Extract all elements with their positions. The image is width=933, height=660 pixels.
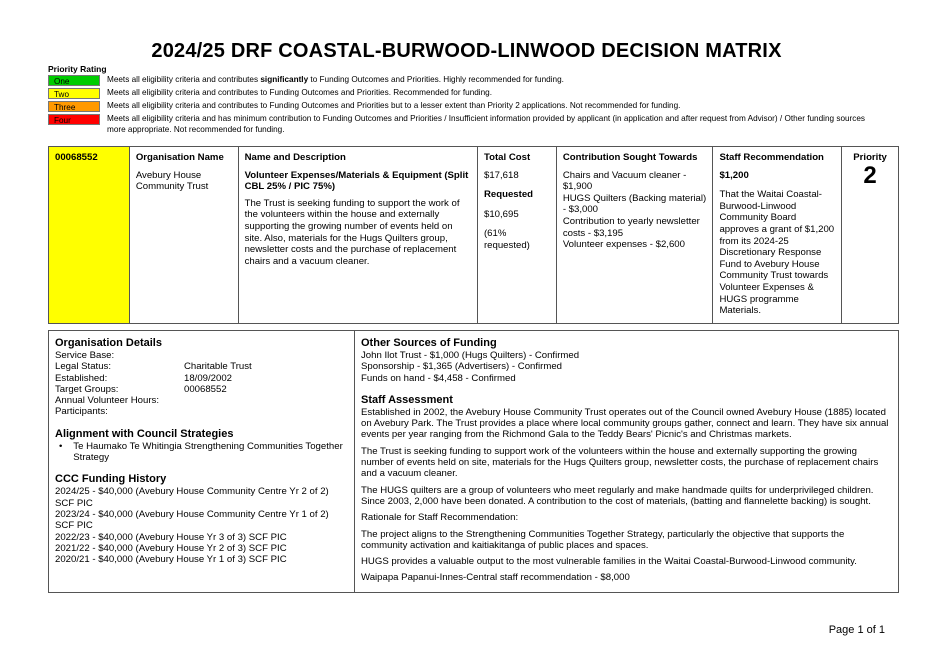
priority-swatch-three: Three xyxy=(48,101,100,112)
legend-text-two: Meets all eligibility criteria and contributes to Funding Outcomes and Priorities. Recommended for funding. xyxy=(107,88,493,97)
bullet-icon: • xyxy=(59,440,63,452)
other-source-item: Sponsorship - $1,365 (Advertisers) - Confirmed xyxy=(361,361,563,373)
decision-matrix-row xyxy=(48,146,899,324)
organisation-header: Organisation Name xyxy=(135,152,224,163)
alignment-title: Alignment with Council Strategies xyxy=(55,427,234,440)
assessment-paragraph: The Trust is seeking funding to support work of the volunteers within the house and externally supporting the growing number of events held on site, materials for the Hugs Quilters group, newsletter costs, the purchase of replacement chairs and a vacuum cleaner. xyxy=(361,445,879,480)
requested-amount: $10,695 xyxy=(483,208,519,220)
contribution-column xyxy=(557,147,714,323)
contribution-item: HUGS Quilters (Backing material) - $3,000 xyxy=(562,192,707,216)
project-title: Volunteer Expenses/Materials & Equipment (Split CBL 25% / PIC 75%) xyxy=(244,169,469,193)
organisation-details-title: Organisation Details xyxy=(55,337,162,349)
details-section xyxy=(48,330,899,593)
contribution-item: Volunteer expenses - $2,600 xyxy=(562,239,685,251)
organisation-details-pane xyxy=(49,331,355,592)
funding-history-title: CCC Funding History xyxy=(55,473,167,486)
history-item: 2021/22 - $40,000 (Avebury House Yr 2 of 3) SCF PIC xyxy=(55,542,287,554)
priority-value: 2 xyxy=(863,161,877,189)
priority-header: Priority xyxy=(853,152,887,163)
detail-row: Legal Status: Charitable Trust xyxy=(55,361,252,373)
cost-column xyxy=(478,147,557,323)
staff-assessment-title: Staff Assessment xyxy=(361,393,453,406)
legend-row-two xyxy=(48,88,878,99)
detail-row: Annual Volunteer Hours: xyxy=(55,395,159,407)
staff-recommendation-column xyxy=(713,147,842,323)
cost-header: Total Cost xyxy=(483,152,531,163)
assessment-paragraph: HUGS provides a valuable output to the most vulnerable families in the Waitai Coastal-Burwood-Linwood community. xyxy=(361,556,857,568)
detail-row: Established: 18/09/2002 xyxy=(55,372,233,384)
recommendation-text: That the Waitai Coastal-Burwood-Linwood Community Board approves a grant of $1,200 from its 2024-25 Discretionary Response Fund to Avebury House Community Trust towards Volunteer Expenses & HUGS programme Materials. xyxy=(719,189,835,317)
legend-row-four xyxy=(48,114,878,135)
assessment-paragraph: Waipapa Papanui-Innes-Central staff recommendation - $8,000 xyxy=(361,572,630,584)
legend-row-three xyxy=(48,101,878,112)
detail-row: Participants: xyxy=(55,406,108,418)
staff-recommendation-header: Staff Recommendation xyxy=(719,152,824,163)
application-id: 00068552 xyxy=(49,147,130,323)
assessment-paragraph: The project aligns to the Strengthening Communities Together Strategy, particularly the objective that supports the community activation and kaitiakitanga of public places and spaces. xyxy=(361,528,845,551)
assessment-paragraph: Established in 2002, the Avebury House Community Trust operates out of the Council owned Avebury House (1885) located on Avebury Park. The Trust provides a place where local community groups gather, connect and learn. They have six annual events per year ranging from the Richmond Gala to the Teddy Bears' Picnic's and Christmas markets. xyxy=(361,406,889,441)
priority-legend xyxy=(48,75,878,137)
priority-swatch-two: Two xyxy=(48,88,100,99)
alignment-item: • Te Haumako Te Whitingia Strengthening Communities Together Strategy xyxy=(59,440,343,464)
description-header: Name and Description xyxy=(244,152,346,163)
legend-text-three: Meets all eligibility criteria and contributes to Funding Outcomes and Priorities but to a lesser extent than Priority 2 applications. Not recommended for funding. xyxy=(107,101,681,110)
organisation-name: Avebury House Community Trust xyxy=(135,169,209,193)
legend-text-four: Meets all eligibility criteria and has minimum contribution to Funding Outcomes and Priorities / Insufficient information provided by applicant (in application and after request from Advisor) / Other funding sources more appropriate. Not recommended for funding. xyxy=(107,114,866,134)
contribution-item: Chairs and Vacuum cleaner - $1,900 xyxy=(562,169,687,193)
project-description: The Trust is seeking funding to support the work of the volunteers within the house and externally supporting the growing number of events held on site. Also, materials for the Hugs Quilters group, newsletter costs and the purchase of replacement chairs and a vacuum cleaner. xyxy=(244,197,460,267)
history-item: 2023/24 - $40,000 (Avebury House Community Centre Yr 1 of 2) SCF PIC xyxy=(55,508,329,532)
detail-row: Target Groups: 00068552 xyxy=(55,383,227,395)
legend-heading: Priority Rating xyxy=(48,64,107,74)
priority-swatch-four: Four xyxy=(48,114,100,125)
history-item: 2020/21 - $40,000 (Avebury House Yr 1 of 3) SCF PIC xyxy=(55,554,287,566)
detail-row: Service Base: xyxy=(55,350,115,361)
total-cost: $17,618 xyxy=(483,169,519,181)
page-title: 2024/25 DRF COASTAL-BURWOOD-LINWOOD DECISION MATRIX xyxy=(151,40,782,62)
page-number: Page 1 of 1 xyxy=(828,624,885,636)
contribution-header: Contribution Sought Towards xyxy=(562,152,698,163)
other-source-item: Funds on hand - $4,458 - Confirmed xyxy=(361,372,516,384)
description-column xyxy=(239,147,478,323)
assessment-paragraph: The HUGS quilters are a group of volunteers who meet regularly and make handmade quilts for underprivileged children. Since 2003, 2,000 have been donated. A contribution to the cost of materials, (batting and flannelette backing) is sought. xyxy=(361,484,874,507)
assessment-pane xyxy=(355,331,898,592)
other-source-item: John Ilot Trust - $1,000 (Hugs Quilters) - Confirmed xyxy=(361,350,580,361)
legend-text-one: Meets all eligibility criteria and contributes significantly to Funding Outcomes and Priorities. Highly recommended for funding. xyxy=(107,75,564,84)
requested-label: Requested xyxy=(483,189,534,201)
history-item: 2024/25 - $40,000 (Avebury House Community Centre Yr 2 of 2) SCF PIC xyxy=(55,486,329,509)
recommended-amount: $1,200 xyxy=(719,169,749,181)
assessment-paragraph: Rationale for Staff Recommendation: xyxy=(361,512,519,524)
priority-column xyxy=(842,147,898,323)
priority-swatch-one: One xyxy=(48,75,100,86)
organisation-column xyxy=(130,147,239,323)
contribution-item: Contribution to yearly newsletter costs - $3,195 xyxy=(562,215,700,239)
other-sources-title: Other Sources of Funding xyxy=(361,337,497,349)
history-item: 2022/23 - $40,000 (Avebury House Yr 3 of 3) SCF PIC xyxy=(55,531,287,543)
requested-percent: (61% requested) xyxy=(483,228,530,251)
legend-row-one xyxy=(48,75,878,86)
